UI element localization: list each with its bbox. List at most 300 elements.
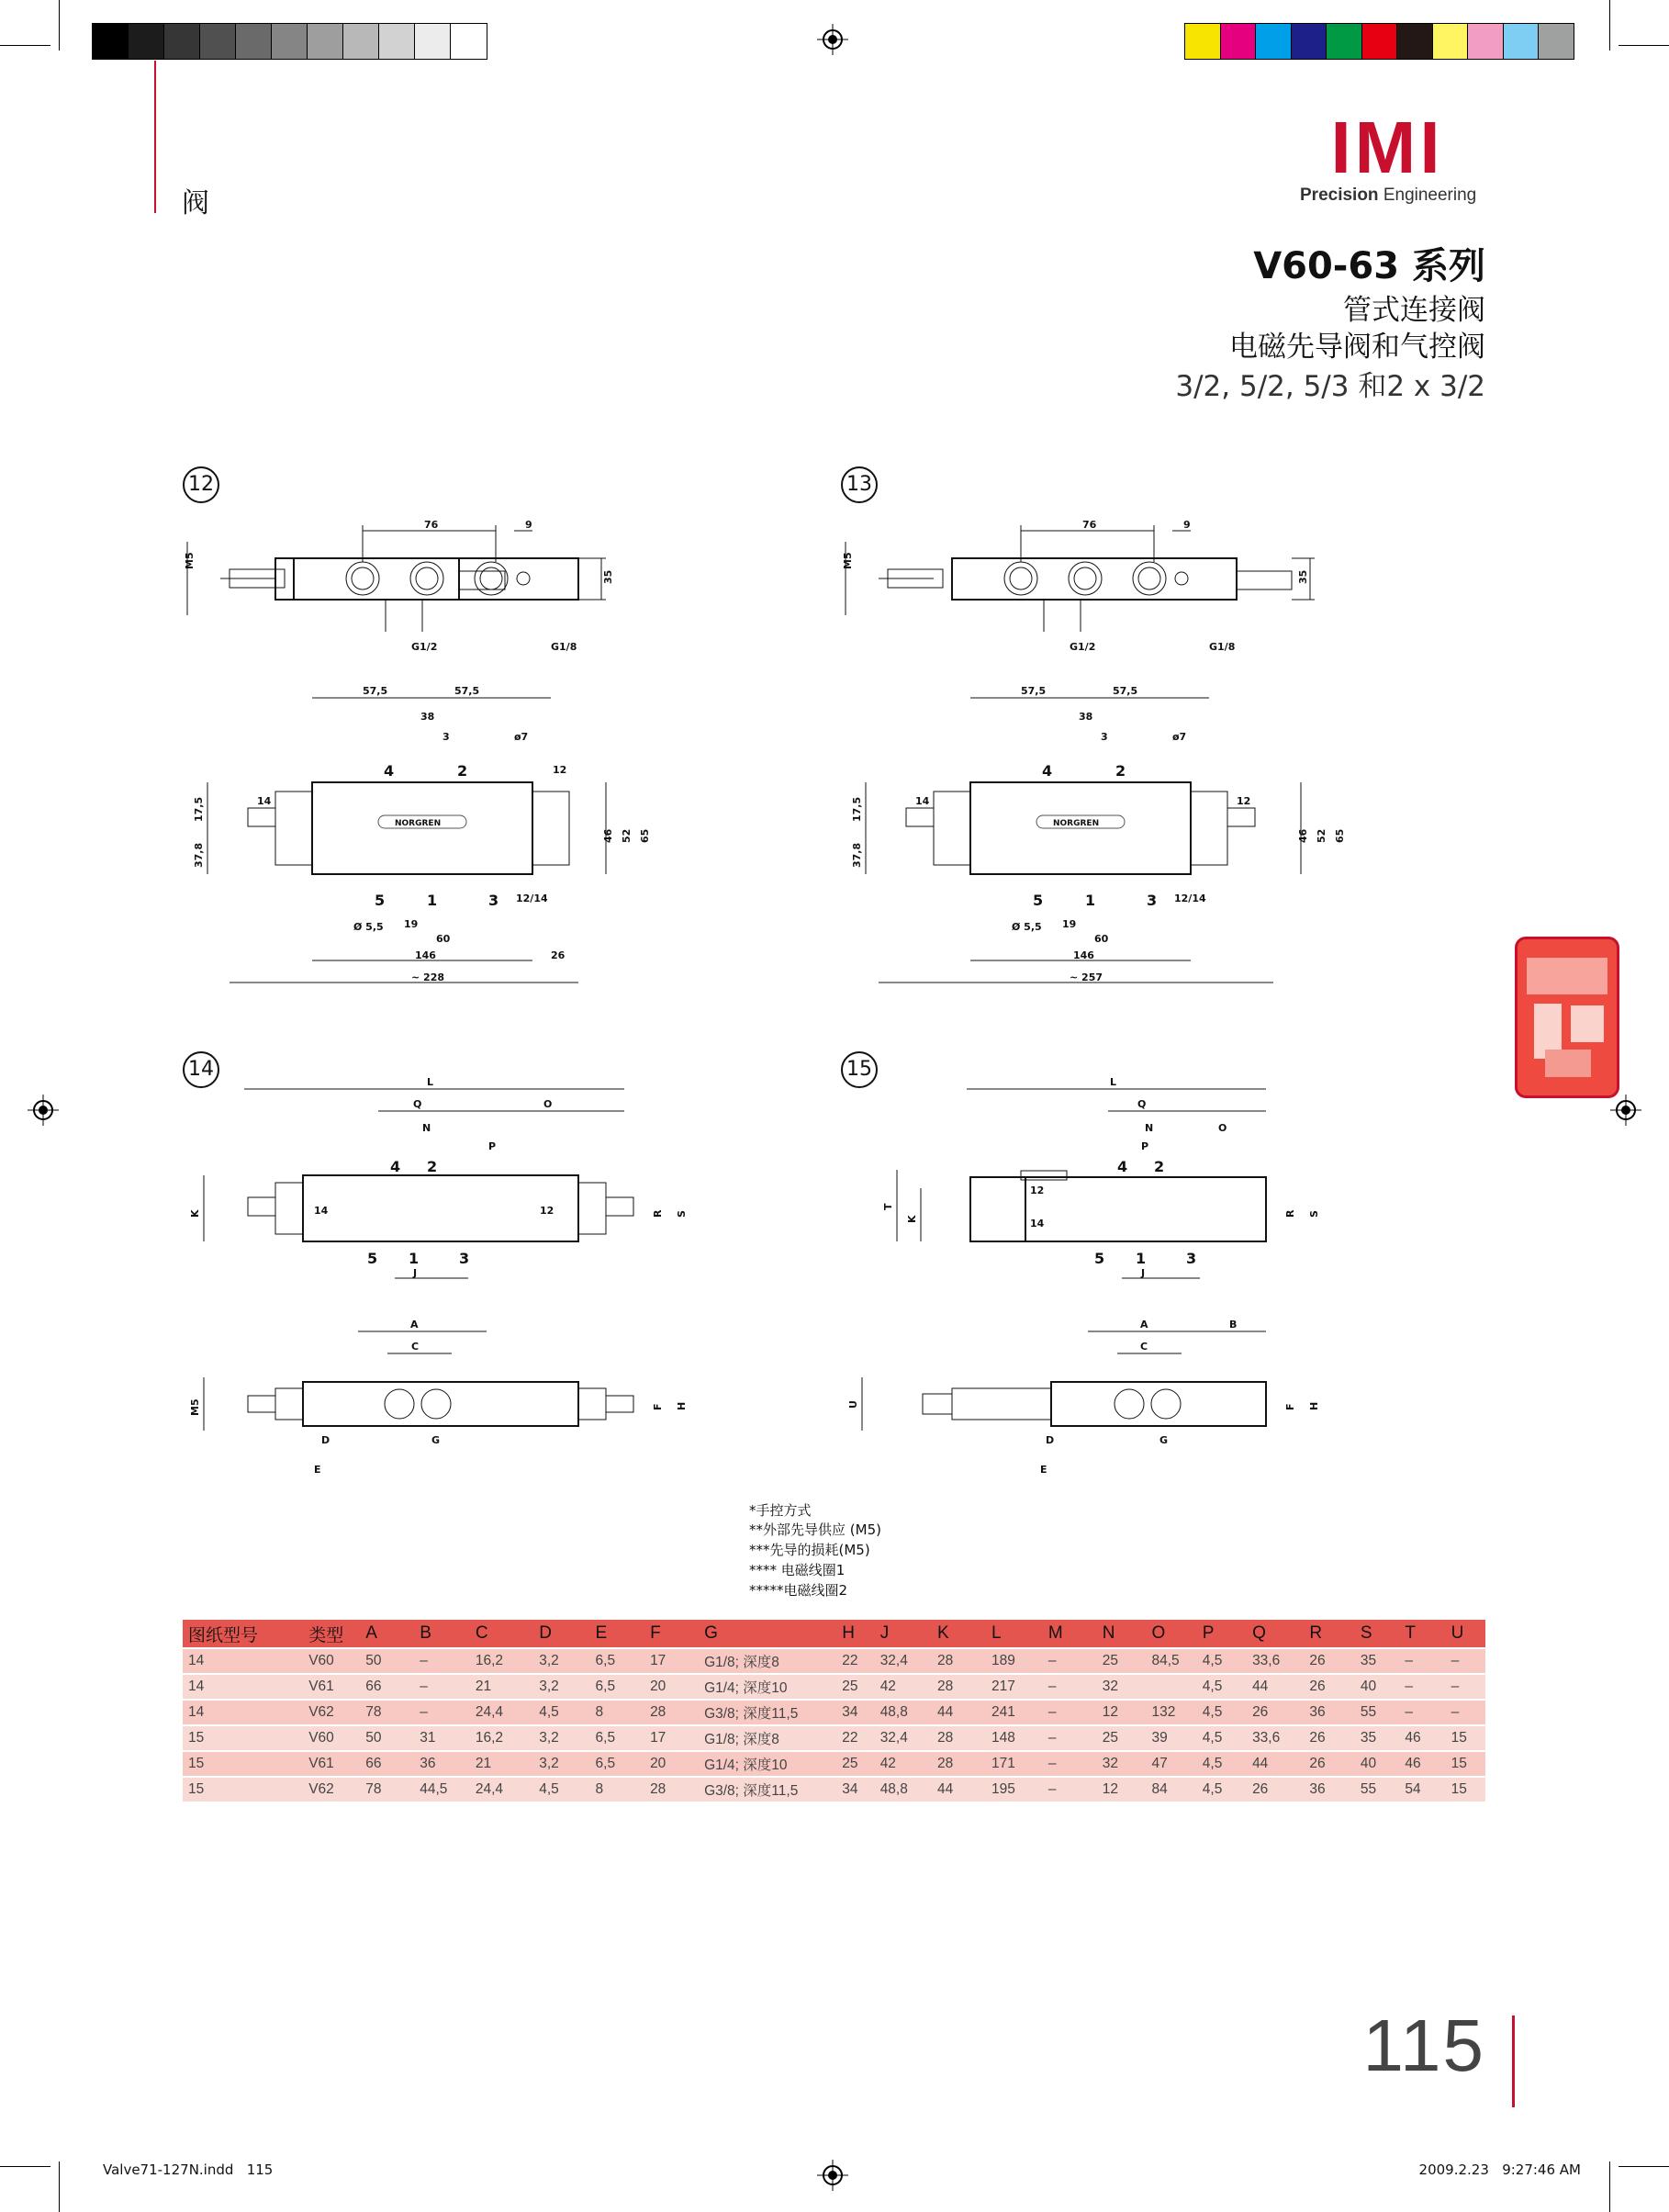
table-header-cell: J: [875, 1620, 932, 1648]
dim-label: J: [1141, 1267, 1146, 1279]
table-cell: 40: [1355, 1674, 1399, 1700]
table-cell: 32: [1097, 1674, 1147, 1700]
table-cell: 42: [875, 1751, 932, 1777]
table-cell: 26: [1304, 1725, 1355, 1751]
table-cell: –: [1446, 1700, 1485, 1725]
crop-mark: [1609, 2161, 1610, 2212]
dim-label: J: [413, 1267, 418, 1279]
figure-12-side-view: [184, 679, 679, 992]
table-header-cell: M: [1043, 1620, 1097, 1648]
table-header-cell: B: [414, 1620, 470, 1648]
table-cell: 15: [183, 1777, 303, 1802]
table-cell: 26: [1247, 1700, 1304, 1725]
table-header-cell: T: [1399, 1620, 1445, 1648]
dim-label: 146: [415, 949, 436, 961]
color-swatch: [1396, 23, 1433, 60]
dim-label: E: [314, 1464, 321, 1476]
dim-label: F: [1284, 1403, 1296, 1410]
dim-label: G: [1159, 1434, 1169, 1446]
dim-label: M5: [189, 1398, 201, 1416]
table-cell: 14: [183, 1700, 303, 1725]
figure-number-13: 13: [841, 466, 878, 503]
table-cell: 241: [986, 1700, 1043, 1725]
table-cell: 15: [183, 1725, 303, 1751]
table-header-cell: S: [1355, 1620, 1399, 1648]
footnote: **外部先导供应 (M5): [749, 1521, 881, 1538]
color-swatch: [1432, 23, 1469, 60]
table-cell: 25: [836, 1674, 874, 1700]
table-header-cell: G: [699, 1620, 836, 1648]
dim-label: 3: [1101, 731, 1108, 743]
table-cell: 32,4: [875, 1725, 932, 1751]
dim-label: 146: [1073, 949, 1094, 961]
table-cell: 15: [1446, 1777, 1485, 1802]
table-cell: 84,5: [1146, 1648, 1196, 1674]
subtitle-2: 电磁先导阀和气控阀: [1229, 331, 1485, 364]
table-cell: 34: [836, 1700, 874, 1725]
table-cell: 44: [1247, 1674, 1304, 1700]
dim-label: H: [1308, 1401, 1320, 1410]
table-cell: 17: [644, 1725, 699, 1751]
crop-mark: [0, 2166, 50, 2167]
dim-label: 17,5: [851, 796, 863, 822]
table-header-cell: 类型: [303, 1620, 360, 1648]
table-cell: V61: [303, 1674, 360, 1700]
dim-label: 9: [525, 519, 532, 531]
port-label: 5: [1094, 1250, 1105, 1267]
port-label: G1/8: [1209, 641, 1236, 653]
subtitle-1: 管式连接阀: [1343, 294, 1485, 327]
table-cell: 36: [414, 1751, 470, 1777]
table-cell: G1/8; 深度8: [699, 1725, 836, 1751]
table-cell: –: [414, 1648, 470, 1674]
footnote: ***先导的损耗(M5): [749, 1542, 870, 1558]
table-cell: 44: [932, 1777, 986, 1802]
table-cell: 15: [1446, 1751, 1485, 1777]
port-label: 12/14: [1174, 893, 1206, 904]
table-cell: 4,5: [1197, 1777, 1247, 1802]
dim-label: Ø 5,5: [353, 921, 384, 933]
dim-label: A: [1140, 1319, 1148, 1331]
gray-swatch: [199, 23, 237, 60]
crop-mark: [1619, 45, 1669, 46]
dim-label: 37,8: [851, 842, 863, 868]
color-swatch: [1467, 23, 1504, 60]
footnote: *手控方式: [749, 1502, 812, 1519]
dim-label: M5: [842, 552, 854, 569]
table-body: [183, 1648, 1485, 1802]
table-cell: 54: [1399, 1777, 1445, 1802]
table-cell: 33,6: [1247, 1725, 1304, 1751]
figure-14-bottom-view: [184, 1313, 698, 1488]
table-row: [183, 1700, 1485, 1725]
table-row: [183, 1751, 1485, 1777]
table-cell: –: [1043, 1674, 1097, 1700]
dim-label: S: [1308, 1210, 1320, 1218]
table-cell: 48,8: [875, 1777, 932, 1802]
port-label: 12: [553, 764, 567, 776]
page-number: 115: [1362, 2004, 1485, 2086]
port-label: 2: [427, 1158, 438, 1175]
table-cell: 55: [1355, 1777, 1399, 1802]
table-cell: [1146, 1674, 1196, 1700]
dim-label: 26: [551, 949, 566, 961]
table-cell: V60: [303, 1648, 360, 1674]
figure-13-side-view: [842, 679, 1374, 992]
table-header-cell: C: [470, 1620, 533, 1648]
dim-label: N: [422, 1122, 431, 1134]
dim-label: ø7: [1172, 731, 1187, 743]
port-label: 14: [257, 795, 272, 807]
table-cell: 189: [986, 1648, 1043, 1674]
table-cell: 28: [644, 1777, 699, 1802]
table-row: [183, 1777, 1485, 1802]
port-label: 4: [390, 1158, 401, 1175]
table-header-cell: A: [360, 1620, 414, 1648]
table-cell: 50: [360, 1725, 414, 1751]
table-cell: 3,2: [533, 1725, 589, 1751]
table-cell: 34: [836, 1777, 874, 1802]
port-label: 2: [1154, 1158, 1165, 1175]
table-cell: 47: [1146, 1751, 1196, 1777]
gray-swatch: [128, 23, 165, 60]
table-cell: 4,5: [1197, 1751, 1247, 1777]
crop-mark: [1609, 0, 1610, 51]
table-cell: 36: [1304, 1777, 1355, 1802]
subtitle-3: 3/2, 5/2, 5/3 和2 x 3/2: [1175, 370, 1485, 403]
table-header-cell: 图纸型号: [183, 1620, 303, 1648]
figure-13-top-view: [842, 514, 1328, 661]
table-cell: 22: [836, 1648, 874, 1674]
table-cell: 148: [986, 1725, 1043, 1751]
section-label: 阀: [182, 187, 209, 219]
dimension-table: [183, 1620, 1485, 1802]
port-label: G1/2: [1070, 641, 1096, 653]
dim-label: 17,5: [193, 796, 205, 822]
figure-15-bottom-view: [842, 1313, 1356, 1488]
table-cell: 4,5: [533, 1777, 589, 1802]
table-cell: 26: [1304, 1674, 1355, 1700]
dim-label: ~ 257: [1070, 971, 1103, 983]
table-cell: 4,5: [1197, 1700, 1247, 1725]
dim-label: M5: [184, 552, 196, 569]
port-label: 12: [1030, 1185, 1045, 1196]
table-cell: –: [1446, 1674, 1485, 1700]
figure-number-15: 15: [841, 1051, 878, 1088]
dim-label: 52: [621, 828, 633, 843]
dim-label: U: [847, 1400, 859, 1409]
table-cell: –: [414, 1674, 470, 1700]
table-cell: 12: [1097, 1777, 1147, 1802]
port-label: 1: [1085, 892, 1096, 909]
port-label: 3: [1147, 892, 1158, 909]
gray-swatch: [307, 23, 344, 60]
port-label: 12: [1237, 795, 1251, 807]
table-cell: 46: [1399, 1751, 1445, 1777]
table-cell: 6,5: [590, 1751, 645, 1777]
port-label: G1/8: [551, 641, 577, 653]
footer-filename: Valve71-127N.indd 115: [103, 2161, 274, 2178]
table-cell: 26: [1304, 1751, 1355, 1777]
gray-swatch: [342, 23, 380, 60]
dim-label: 19: [404, 918, 419, 930]
table-cell: 20: [644, 1674, 699, 1700]
gray-swatch: [92, 23, 129, 60]
table-row: [183, 1648, 1485, 1674]
table-cell: 28: [644, 1700, 699, 1725]
color-swatch: [1361, 23, 1398, 60]
table-cell: –: [414, 1700, 470, 1725]
table-cell: 3,2: [533, 1674, 589, 1700]
dim-label: C: [411, 1341, 420, 1353]
table-cell: –: [1043, 1700, 1097, 1725]
color-swatch: [1503, 23, 1540, 60]
table-cell: 14: [183, 1674, 303, 1700]
port-label: 2: [1115, 762, 1126, 780]
table-cell: 4,5: [533, 1700, 589, 1725]
table-cell: 48,8: [875, 1700, 932, 1725]
port-label: 5: [1033, 892, 1044, 909]
dim-label: 57,5: [454, 685, 480, 697]
crop-mark: [0, 45, 50, 46]
color-swatch: [1291, 23, 1327, 60]
dim-label: B: [1229, 1319, 1238, 1331]
table-header-cell: F: [644, 1620, 699, 1648]
logo-tagline: Precision Engineering: [1300, 185, 1477, 205]
table-cell: 25: [1097, 1725, 1147, 1751]
port-label: 4: [1042, 762, 1053, 780]
crop-mark: [1619, 2166, 1669, 2167]
table-cell: V60: [303, 1725, 360, 1751]
figure-number-12: 12: [183, 466, 219, 503]
table-cell: –: [1043, 1648, 1097, 1674]
dim-label: G: [431, 1434, 441, 1446]
table-cell: 31: [414, 1725, 470, 1751]
color-swatch: [1538, 23, 1574, 60]
table-header-cell: K: [932, 1620, 986, 1648]
gray-swatch: [271, 23, 308, 60]
dim-label: L: [1110, 1076, 1117, 1088]
port-label: 4: [1117, 1158, 1128, 1175]
table-cell: 39: [1146, 1725, 1196, 1751]
table-cell: 16,2: [470, 1725, 533, 1751]
table-cell: 33,6: [1247, 1648, 1304, 1674]
dim-label: O: [1218, 1122, 1227, 1134]
dim-label: Ø 5,5: [1012, 921, 1042, 933]
table-cell: 15: [183, 1751, 303, 1777]
table-header-cell: Q: [1247, 1620, 1304, 1648]
table-cell: –: [1043, 1725, 1097, 1751]
table-cell: 84: [1146, 1777, 1196, 1802]
color-swatch: [1184, 23, 1221, 60]
dim-label: 52: [1316, 828, 1327, 843]
dim-label: 35: [1297, 569, 1309, 584]
dim-label: N: [1145, 1122, 1154, 1134]
footer-timestamp: 2009.2.23 9:27:46 AM: [1418, 2161, 1581, 2178]
table-cell: 24,4: [470, 1777, 533, 1802]
page-number-rule: [1512, 2016, 1515, 2107]
gray-swatch: [450, 23, 487, 60]
table-cell: 12: [1097, 1700, 1147, 1725]
port-label: 12: [540, 1205, 554, 1217]
dim-label: A: [410, 1319, 419, 1331]
port-label: 12/14: [516, 893, 548, 904]
table-cell: V62: [303, 1777, 360, 1802]
table-cell: 44: [1247, 1751, 1304, 1777]
table-cell: 22: [836, 1725, 874, 1751]
table-cell: 32,4: [875, 1648, 932, 1674]
table-cell: 28: [932, 1674, 986, 1700]
gray-swatch: [235, 23, 273, 60]
dim-label: 76: [1082, 519, 1097, 531]
port-label: 1: [409, 1250, 420, 1267]
imi-logo: [1300, 107, 1477, 206]
table-row: [183, 1725, 1485, 1751]
dim-label: ~ 228: [411, 971, 445, 983]
dim-label: Q: [1137, 1098, 1147, 1110]
port-label: 2: [457, 762, 468, 780]
table-cell: 3,2: [533, 1648, 589, 1674]
table-cell: G1/4; 深度10: [699, 1751, 836, 1777]
table-cell: 16,2: [470, 1648, 533, 1674]
dim-label: 57,5: [363, 685, 388, 697]
table-cell: 28: [932, 1751, 986, 1777]
registration-mark-icon: [28, 1095, 59, 1126]
dim-label: 19: [1062, 918, 1077, 930]
dim-label: 9: [1183, 519, 1191, 531]
table-cell: –: [1399, 1700, 1445, 1725]
table-header-cell: O: [1146, 1620, 1196, 1648]
dim-label: S: [676, 1210, 688, 1218]
table-cell: 55: [1355, 1700, 1399, 1725]
brand-badge: NORGREN: [1053, 819, 1100, 828]
port-label: 14: [1030, 1218, 1045, 1230]
dim-label: 60: [436, 933, 451, 945]
footnote: **** 电磁线圈1: [749, 1562, 846, 1578]
table-cell: 40: [1355, 1751, 1399, 1777]
table-cell: 14: [183, 1648, 303, 1674]
registration-mark-icon: [817, 2160, 848, 2191]
dim-label: H: [676, 1401, 688, 1410]
dim-label: R: [652, 1209, 664, 1218]
dim-label: 65: [1334, 828, 1346, 843]
table-header-cell: L: [986, 1620, 1043, 1648]
table-header-cell: D: [533, 1620, 589, 1648]
table-cell: 44,5: [414, 1777, 470, 1802]
port-label: 3: [1186, 1250, 1197, 1267]
figure-number-14: 14: [183, 1051, 219, 1088]
table-cell: 6,5: [590, 1674, 645, 1700]
table-header-cell: H: [836, 1620, 874, 1648]
table-cell: 195: [986, 1777, 1043, 1802]
table-cell: 8: [590, 1700, 645, 1725]
dim-label: K: [189, 1209, 201, 1218]
dim-label: 46: [1297, 828, 1309, 843]
table-cell: 132: [1146, 1700, 1196, 1725]
port-label: 4: [384, 762, 395, 780]
dim-label: T: [882, 1203, 894, 1210]
figure-12-top-view: [184, 514, 670, 661]
table-cell: 6,5: [590, 1648, 645, 1674]
section-rule: [154, 61, 156, 213]
port-label: 5: [367, 1250, 378, 1267]
table-header-cell: E: [590, 1620, 645, 1648]
dim-label: D: [1046, 1434, 1055, 1446]
dim-label: L: [427, 1076, 434, 1088]
table-cell: 24,4: [470, 1700, 533, 1725]
dim-label: P: [488, 1140, 497, 1152]
table-cell: 6,5: [590, 1725, 645, 1751]
table-cell: 50: [360, 1648, 414, 1674]
series-title: V60-63 系列: [1253, 245, 1485, 287]
crop-mark: [59, 0, 60, 51]
table-cell: 4,5: [1197, 1648, 1247, 1674]
table-cell: 28: [932, 1648, 986, 1674]
table-cell: –: [1043, 1751, 1097, 1777]
dim-label: 35: [602, 569, 614, 584]
color-swatch: [1220, 23, 1257, 60]
table-cell: 25: [1097, 1648, 1147, 1674]
port-label: 5: [375, 892, 386, 909]
dim-label: F: [652, 1403, 664, 1410]
dim-label: O: [543, 1098, 553, 1110]
dim-label: 38: [420, 711, 435, 723]
dim-label: 37,8: [193, 842, 205, 868]
dim-label: D: [321, 1434, 330, 1446]
table-cell: 26: [1247, 1777, 1304, 1802]
dim-label: 38: [1079, 711, 1093, 723]
table-cell: 4,5: [1197, 1674, 1247, 1700]
crop-mark: [59, 2161, 60, 2212]
brand-badge: NORGREN: [395, 819, 442, 828]
port-label: 1: [427, 892, 438, 909]
table-cell: G1/4; 深度10: [699, 1674, 836, 1700]
logo-wordmark: IMI: [1330, 107, 1444, 188]
table-cell: 8: [590, 1777, 645, 1802]
port-label: 3: [459, 1250, 470, 1267]
table-cell: 35: [1355, 1725, 1399, 1751]
dim-label: 65: [639, 828, 651, 843]
color-swatch: [1255, 23, 1292, 60]
table-cell: 25: [836, 1751, 874, 1777]
table-cell: 217: [986, 1674, 1043, 1700]
gray-swatch: [378, 23, 416, 60]
dim-label: E: [1040, 1464, 1047, 1476]
registration-mark-icon: [817, 24, 848, 55]
table-cell: 78: [360, 1777, 414, 1802]
table-cell: 46: [1399, 1725, 1445, 1751]
table-cell: –: [1043, 1777, 1097, 1802]
table-cell: 32: [1097, 1751, 1147, 1777]
dim-label: K: [906, 1215, 918, 1223]
footnote: *****电磁线圈2: [749, 1582, 848, 1599]
dim-label: 60: [1094, 933, 1109, 945]
table-header-cell: R: [1304, 1620, 1355, 1648]
dim-label: 46: [602, 828, 614, 843]
table-header-row: [183, 1620, 1485, 1648]
dim-label: ø7: [514, 731, 529, 743]
dim-label: C: [1140, 1341, 1148, 1353]
dim-label: 3: [442, 731, 450, 743]
table-cell: 42: [875, 1674, 932, 1700]
port-label: G1/2: [411, 641, 438, 653]
table-cell: 44: [932, 1700, 986, 1725]
table-cell: 66: [360, 1751, 414, 1777]
registration-mark-icon: [1610, 1095, 1641, 1126]
table-cell: 17: [644, 1648, 699, 1674]
port-label: 14: [314, 1205, 329, 1217]
table-cell: 21: [470, 1751, 533, 1777]
